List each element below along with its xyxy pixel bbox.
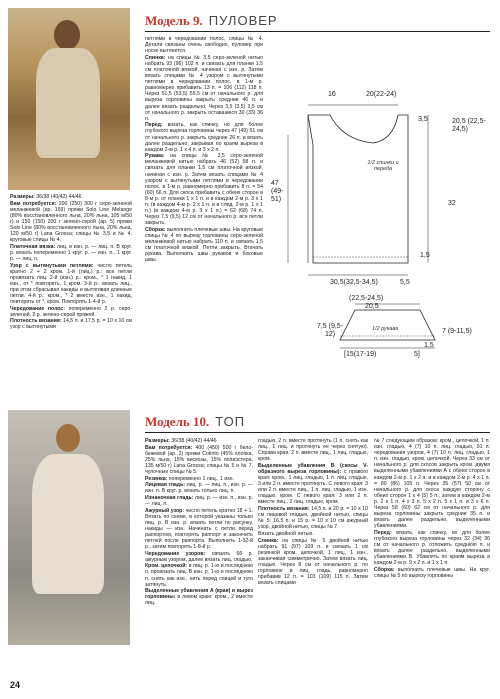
paragraph-label: Перед: xyxy=(374,529,397,536)
dim-length: 47 (49-51) xyxy=(271,180,284,203)
paragraph-label: Платочная вязка: xyxy=(10,243,57,250)
paragraph-label: Плотность вязания: xyxy=(10,318,64,325)
paragraph-text: Вязать двойной нитью. xyxy=(258,530,314,537)
paragraph-text: 400 (450) 500 г бело-бежевой (ар. 2) пряжи Cotinto (45% хлопка, 25% льна, 15% вискозы, 15% полиэстера, 135 м/50 г) Lana Grossa; спицы № 5 и № 7, чулочные спицы № 5. xyxy=(145,444,253,475)
paragraph-text: на спицы № 3,5 серо-зеленой нитью набрать 93 (96) 102 п. и связать для планки 1,5 см платочной вязкой, начиная с изн. р. Затем вязать спицами № 4 узором с вытянутыми петлями в чередовании полос. в 1-м р. равномерно прибавить 13 п. = 106 (112) 118 п. Через 51,5 (53,5) 55,5 см от начального р. для выреза горловины закрыть средние 46 п. и далее вязать раздельно. Через 3,5 (3,5) 3,5 см от начального р. закрыть оставшиеся 30 (33) 36 п. xyxy=(145,54,263,122)
model10-column-1 xyxy=(145,438,253,607)
paragraph-text: № 7 следующим образом: кром., цепочкой, 1 п. изн. гладью, 4 (7) 10 п. лиц. гладью, 91 п. чередования узоров, 4 (7) 10 п. лиц. гладью, 1 п. изн. гладью, кром. цепочкой. Через 33 см от начального р. для скосов закрыть кром. двумя выделенными убавлениями А с обеих сторон в каждом 2-м р. 1 х 2 п. и в каждом 2-м р. 4 х 1 п. = 80 (86) 105 п. Через 35 (57) 50 см от начального р. для скоса каждую сторону с обеих сторон 1 х 4 (5) 5 п., затем в каждом 2-м р. 2 х 1 п. 4 х 3 п. 5 х 2 п. 5 х 1 п. и 3 х 6 п. Через 58 (60) 62 см от начального р. для выреза горловины закрыть средние 35 п. и вязать далее раздельно, выделенными убавлениями. xyxy=(374,438,490,530)
paragraph-text: число петель кратно 2 + 2 кром. 1-й (лиц.) р.: все петли провязать лиц. 2-й (изн.) р.: кром., * 1 накид, 1 изн., от * повторять, 1 кром. 3-й р.: вязать лиц., при этом сбрасывая накиды и вытягивая длинные петли. 4-й р.: кром., * 2 вместе изн., 1 накид, повторять от *, кром. Повторять 1-4-й р. xyxy=(10,262,133,306)
dim-sleeve-end: 5] xyxy=(414,351,420,358)
paragraph xyxy=(10,244,132,262)
paragraph-label: Плотность вязания: xyxy=(258,506,312,513)
dim-band: 1,5 xyxy=(420,252,430,259)
model9-name: ПУЛОВЕР xyxy=(208,13,278,28)
paragraph-text: с правого края: кром., 1 лиц. гладью, 1 п. лиц. гладью, 3 или 2 п. вместе протянуть. С левого края: 3 или 2 п. вместе лиц., 1 п. лиц. гладью, 1 изн. гладью, кром. С левого края: 3 или 2 п. вместе лиц., 2 лиц. гладью, кром. xyxy=(258,468,368,506)
model-sweater xyxy=(36,48,100,158)
dim-sleeve-top-alt: (22,5-24,5) xyxy=(349,295,384,302)
dim-sleeve-height2: 7 (9-11,5) xyxy=(442,328,472,335)
model10-title xyxy=(145,414,245,430)
paragraph xyxy=(374,567,490,579)
paragraph-text: в лиц. р. 1-ю и последнюю п. провязать лиц. В изн. р. 1-ю и последнюю п. снять как изн., нить перед спицей и туго затянуть. xyxy=(145,563,253,588)
paragraph-text: петлями в чередовании полос, спицы № 4. Детали связаны очень свободно, пуловер при носке вытянется. xyxy=(145,36,263,55)
dim-neck-depth: 3,5 xyxy=(418,116,428,123)
model9-left-column xyxy=(10,194,132,331)
paragraph-text: в левом краю: кром., 2 вместе лиц. xyxy=(145,594,253,607)
paragraph-label: Сборка: xyxy=(145,226,167,233)
dim-armhole: 20,5 (22,5-24,5) xyxy=(452,118,486,133)
model9-number: Модель 9. xyxy=(145,13,203,28)
paragraph-text: число петель кратно 18 + 1. Вязать по схеме, в которой указаны только лиц. р. В изн. р. вязать петли по рисунку, накиды — изн. Начинать с петли перед раппортом, повторять раппорт и закончить петлей после раппорта. Выполнить 1-32-й р., затем повторять 1-8-й р. xyxy=(145,507,253,551)
model10-photo xyxy=(8,410,130,645)
paragraph-label: Узор с вытянутыми петлями: xyxy=(10,262,98,269)
paragraph xyxy=(10,194,132,200)
dim-shoulder: 16 xyxy=(328,91,336,98)
paragraph-text: 14,5 п. и 20 р. = 10 х 10 см лицевой гладью, двойной нитью, спицы № 5; 16,5 п. и 15 р. = 10 х 10 см ажурный узор, двойной нитью, спицы № 7. xyxy=(258,506,368,531)
paragraph xyxy=(258,538,368,587)
paragraph-text: выполнить плечевые швы. На круговые спицы № 4 по вырезу горловины серо-зеленой меланжевой нитью набрать 110 п. и связать 1,5 см платочной вязкой. Петли закрыть. Втачать рукава. Выполнить швы рукавов и боковые швы. xyxy=(145,226,263,264)
paragraph-text: попеременно 2 р. серо-зеленой, 2 р. зелено-серой пряжей. xyxy=(10,305,132,318)
dim-neck: 20(22-24) xyxy=(366,91,397,98)
model9-photo xyxy=(8,8,130,190)
paragraph-label: Кром. цепочкой: xyxy=(145,563,189,570)
paragraph xyxy=(10,306,132,318)
paragraph xyxy=(145,588,253,606)
paragraph-text: вязать, как спинку, но для более глубокого выреза горловины через 47 (49) 51 см от начального р. закрыть средние 26 п. и вязать далее раздельно, закрывая по краям выреза в каждом 2-м р. 1 х 4 п. и 3 х 2 п. xyxy=(145,122,263,153)
paragraph xyxy=(145,551,253,563)
model10-number: Модель 10. xyxy=(145,414,210,429)
paragraph-text: вязать, как спинку, но для более глубокого выреза горловины через 32 (34) 36 см от начального р. отложить среднюю п. и вязать далее раздельно, выделенными убавлениями В. Убавлять по краям выреза в каждом 2-м р. 9 х 2 п. и 1 х 1 п. xyxy=(374,529,490,567)
paragraph-text: лиц. р. — лиц. п., изн. р. — изн. п. В круг. р. вязать только лиц. п. xyxy=(145,482,253,495)
paragraph-text: 36/38 (40/42) 44/46 xyxy=(171,438,217,444)
paragraph xyxy=(10,263,132,306)
model9-body-diagram xyxy=(268,85,498,295)
paragraph xyxy=(10,318,132,330)
paragraph-label: Спинка: xyxy=(258,537,283,544)
model9-title xyxy=(145,13,278,29)
paragraph xyxy=(145,508,253,551)
paragraph xyxy=(145,153,263,226)
paragraph-label: Изнаночная гладь: xyxy=(145,494,195,501)
model10-column-3 xyxy=(374,438,490,580)
paragraph-label: Ажурный узор: xyxy=(145,507,186,514)
body-outline xyxy=(308,115,408,263)
paragraph xyxy=(145,36,263,54)
paragraph-text: связать 66 р. ажурным узором, далее вязать лиц. гладью. xyxy=(145,550,253,563)
paragraph xyxy=(145,438,253,444)
paragraph-label: Спинка: xyxy=(145,54,169,61)
paragraph-text: попеременно 1 лиц., 1 изн. xyxy=(168,475,234,482)
paragraph-text: лиц. р. — изн. п., изн. р. — лиц. п. xyxy=(145,494,254,507)
diagram2-caption: 1/2 рукава xyxy=(372,326,399,332)
paragraph-label: Лицевая гладь: xyxy=(145,482,187,489)
paragraph xyxy=(374,530,490,567)
model-top xyxy=(32,454,104,594)
paragraph-label: Рукава: xyxy=(145,153,171,160)
dim-width: 30,5(32,5-34,5) xyxy=(330,279,378,286)
paragraph xyxy=(145,227,263,264)
paragraph-text: на спицы № 3,5 серо-зеленой меланжевой нитью набрать 46 (52) 58 п. и связать для планки 1,5 см платочной вязкой, начиная с изн. р. Затем вязать спицами № 4 узором с вытянутыми петлями в чередовании полос, в 1-м р. равномерно прибавить 8 п. = 54 (60) 66 п. Для скоса прибавить с обеих сторон в 8-м р. от планки 1 х 1 п. и в каждом 2-м р. 3 х 1 п. (в каждом 4-м р. 2 х 1 п. и в след. 2-м р. 1 х 1 п.) (в каждом 4-м р. 3 х 1 п.) = 62 (68) 74 п. Через 7,5 (9,5) 12 см от начального р. все петли закрыть. xyxy=(145,153,263,227)
paragraph xyxy=(374,438,490,529)
paragraph-text: 36/38 (40/42) 44/46 xyxy=(36,194,82,200)
paragraph-text: лиц. и изн. р. — лиц. п. В круг. р. вязать попеременно 1 круг. р. — изн. п., 1 круг. р. — лиц. п. xyxy=(10,243,133,262)
paragraph-label: Перед: xyxy=(145,122,168,129)
paragraph-text: выполнить плечевые швы. На круг. спицы № 5 по вырезу горловины xyxy=(374,566,491,580)
model9-right-column xyxy=(145,36,263,264)
paragraph xyxy=(145,476,253,482)
dim-sleeve-band: 1,5 xyxy=(424,342,434,349)
paragraph-label: Резинка: xyxy=(145,475,169,482)
paragraph-text: гладью, 2 п. вместе протянуть (1 п. снять как лиц., 1 лиц. и протянуть ее через снятую). Справа края: 2 п. вместе лиц., 1 лиц. гладью, кром. xyxy=(258,438,368,463)
dim-sleeve-top: 20,5 xyxy=(365,303,379,310)
paragraph-label: Размеры: xyxy=(145,438,172,444)
model10-rule xyxy=(145,432,490,433)
model10-name: ТОП xyxy=(215,414,246,429)
diagram1-caption: 1/2 спинки и переда xyxy=(367,160,399,172)
paragraph-label: Сборка: xyxy=(374,566,398,573)
paragraph xyxy=(145,482,253,494)
paragraph-label: Вам потребуется: xyxy=(10,200,59,207)
model-head xyxy=(56,424,80,452)
paragraph xyxy=(258,463,368,506)
paragraph-label: Чередование узоров: xyxy=(145,550,212,557)
paragraph-label: Выделенные убавления B (скосы V-образного выреза горловины): xyxy=(258,462,368,475)
paragraph xyxy=(145,55,263,122)
paragraph-label: Выделенные убавления А (края) и вырез горловины: xyxy=(145,588,253,601)
model10-column-2 xyxy=(258,438,368,587)
paragraph xyxy=(145,495,253,507)
dim-sleeve-height: 7,5 (9,5-12) xyxy=(316,323,344,338)
dim-width2: 5,5 xyxy=(400,279,410,286)
paragraph-label: Размеры: xyxy=(10,194,37,200)
page-number: 24 xyxy=(10,680,21,690)
dim-sleeve-bottom: [15(17-19) xyxy=(344,351,377,358)
paragraph xyxy=(258,531,368,537)
paragraph xyxy=(145,445,253,475)
model-head xyxy=(54,20,80,50)
paragraph xyxy=(145,563,253,587)
paragraph xyxy=(258,506,368,530)
paragraph-label: Вам потребуется: xyxy=(145,444,196,451)
paragraph xyxy=(258,438,368,462)
model9-rule xyxy=(145,31,490,32)
paragraph-text: на спицы № 5 двойной нитью набрать 91 (97) 103 п. и связать 1 см резинкой кром. цепочкой, 1 лиц., 1 изн., заканчивая симметрично. Затем вязать лиц. гладью. Через 8 см от начального р. по горловине в лиц. гладь, равномерно прибавив 12 п. = 103 (109) 115 п. Затем вязать спицами xyxy=(258,537,368,587)
paragraph xyxy=(145,122,263,152)
paragraph-text: 14,5 п. и 17,5 р. = 10 х 10 см узор с вытянутыми xyxy=(10,318,132,331)
paragraph-text: 200 (250) 300 г серо-зеленой меланжевой (ар. 169) пряжи Solo Line Melange (80% восстановленного льна, 20% льна, 105 м/50 г) и 150 (150) 200 г зелено-серой (ар. 5) пряжи Solo Line (80% восстановленного льна, 20% льна, 120 м/50 г) Lana Grossa; спицы № 3,5 и № 4, круговые спицы № 4. xyxy=(10,200,132,244)
paragraph xyxy=(10,201,132,244)
sleeve-outline xyxy=(340,310,435,340)
paragraph-label: Чередование полос: xyxy=(10,305,69,312)
dim-side: 32 xyxy=(448,200,456,207)
